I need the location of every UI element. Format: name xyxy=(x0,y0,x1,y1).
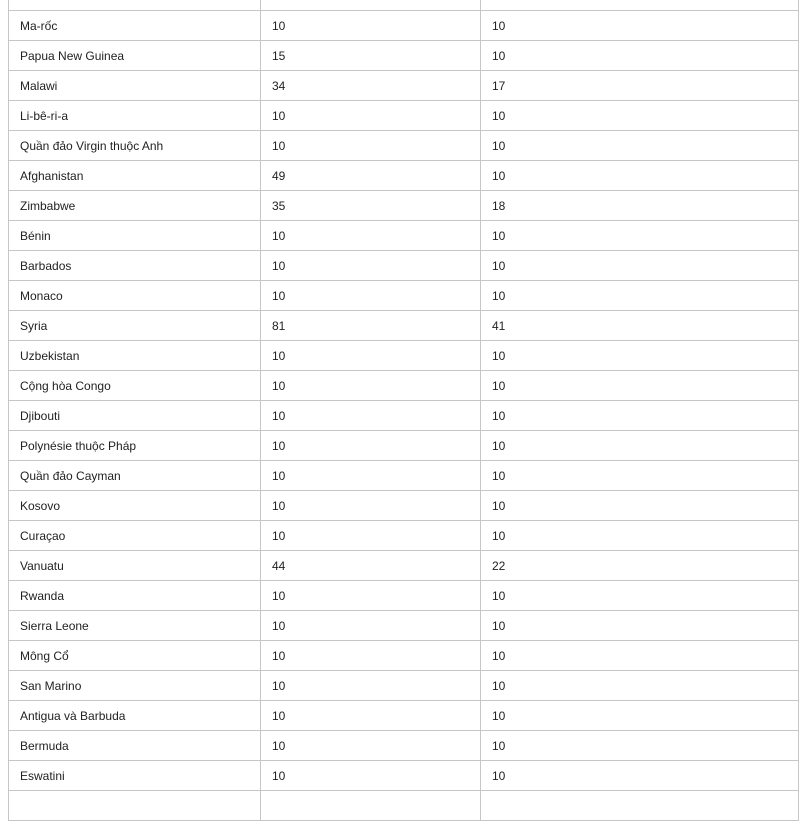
country-cell: Eswatini xyxy=(9,761,261,791)
value-cell-1: 10 xyxy=(261,131,481,161)
value-cell-1: 10 xyxy=(261,221,481,251)
table-row xyxy=(9,191,799,221)
value-cell-2: 10 xyxy=(481,731,799,761)
table-row xyxy=(9,131,799,161)
country-cell: San Marino xyxy=(9,671,261,701)
country-cell: Zimbabwe xyxy=(9,191,261,221)
table-row xyxy=(9,731,799,761)
table-row xyxy=(9,461,799,491)
value-cell-2: 17 xyxy=(481,71,799,101)
value-cell-2: 10 xyxy=(481,401,799,431)
table-row xyxy=(9,341,799,371)
table-row xyxy=(9,791,799,821)
data-table-container xyxy=(8,0,798,821)
table-row xyxy=(9,0,799,11)
country-cell xyxy=(9,791,261,821)
value-cell-2: 10 xyxy=(481,761,799,791)
value-cell-2: 10 xyxy=(481,491,799,521)
value-cell-2: 10 xyxy=(481,671,799,701)
table-row xyxy=(9,701,799,731)
country-cell xyxy=(9,0,261,11)
value-cell-1: 10 xyxy=(261,491,481,521)
value-cell-1: 10 xyxy=(261,431,481,461)
country-cell: Syria xyxy=(9,311,261,341)
value-cell-2: 10 xyxy=(481,11,799,41)
value-cell-1: 81 xyxy=(261,311,481,341)
country-cell: Sierra Leone xyxy=(9,611,261,641)
value-cell-2: 10 xyxy=(481,461,799,491)
value-cell-1: 44 xyxy=(261,551,481,581)
value-cell-1: 10 xyxy=(261,461,481,491)
country-cell: Barbados xyxy=(9,251,261,281)
value-cell-1: 35 xyxy=(261,191,481,221)
table-row xyxy=(9,581,799,611)
table-row xyxy=(9,221,799,251)
value-cell-2: 10 xyxy=(481,701,799,731)
country-cell: Curaçao xyxy=(9,521,261,551)
value-cell-1: 10 xyxy=(261,671,481,701)
table-row xyxy=(9,11,799,41)
value-cell-1: 10 xyxy=(261,251,481,281)
value-cell-2: 10 xyxy=(481,41,799,71)
value-cell-2: 10 xyxy=(481,641,799,671)
country-cell: Mông Cổ xyxy=(9,641,261,671)
country-cell: Ma-rốc xyxy=(9,11,261,41)
table-row xyxy=(9,761,799,791)
country-cell: Bénin xyxy=(9,221,261,251)
value-cell-1: 10 xyxy=(261,11,481,41)
value-cell-2: 10 xyxy=(481,371,799,401)
country-cell: Malawi xyxy=(9,71,261,101)
country-cell: Afghanistan xyxy=(9,161,261,191)
table-row xyxy=(9,41,799,71)
value-cell-2: 10 xyxy=(481,221,799,251)
data-table xyxy=(8,0,799,821)
value-cell-2 xyxy=(481,791,799,821)
country-cell: Quần đảo Virgin thuộc Anh xyxy=(9,131,261,161)
value-cell-2: 10 xyxy=(481,611,799,641)
table-row xyxy=(9,551,799,581)
table-row xyxy=(9,641,799,671)
country-cell: Polynésie thuộc Pháp xyxy=(9,431,261,461)
value-cell-1: 10 xyxy=(261,581,481,611)
value-cell-1: 34 xyxy=(261,71,481,101)
value-cell-2: 10 xyxy=(481,341,799,371)
table-row xyxy=(9,491,799,521)
country-cell: Cộng hòa Congo xyxy=(9,371,261,401)
value-cell-2: 10 xyxy=(481,281,799,311)
table-row xyxy=(9,251,799,281)
table-row xyxy=(9,671,799,701)
country-cell: Quần đảo Cayman xyxy=(9,461,261,491)
country-cell: Vanuatu xyxy=(9,551,261,581)
table-row xyxy=(9,161,799,191)
table-row xyxy=(9,431,799,461)
country-cell: Bermuda xyxy=(9,731,261,761)
table-row xyxy=(9,101,799,131)
value-cell-1: 10 xyxy=(261,641,481,671)
value-cell-1 xyxy=(261,791,481,821)
value-cell-2: 10 xyxy=(481,131,799,161)
value-cell-1: 10 xyxy=(261,731,481,761)
value-cell-2: 10 xyxy=(481,251,799,281)
value-cell-1: 10 xyxy=(261,761,481,791)
table-body xyxy=(9,0,799,821)
table-row xyxy=(9,521,799,551)
country-cell: Monaco xyxy=(9,281,261,311)
country-cell: Uzbekistan xyxy=(9,341,261,371)
country-cell: Djibouti xyxy=(9,401,261,431)
value-cell-1: 49 xyxy=(261,161,481,191)
value-cell-2 xyxy=(481,0,799,11)
value-cell-1: 15 xyxy=(261,41,481,71)
country-cell: Rwanda xyxy=(9,581,261,611)
value-cell-1: 10 xyxy=(261,521,481,551)
country-cell: Kosovo xyxy=(9,491,261,521)
value-cell-2: 10 xyxy=(481,161,799,191)
value-cell-2: 18 xyxy=(481,191,799,221)
value-cell-2: 10 xyxy=(481,101,799,131)
value-cell-1: 10 xyxy=(261,701,481,731)
table-row xyxy=(9,71,799,101)
value-cell-1: 10 xyxy=(261,401,481,431)
value-cell-1: 10 xyxy=(261,371,481,401)
value-cell-2: 41 xyxy=(481,311,799,341)
table-row xyxy=(9,611,799,641)
value-cell-2: 10 xyxy=(481,431,799,461)
country-cell: Papua New Guinea xyxy=(9,41,261,71)
value-cell-2: 22 xyxy=(481,551,799,581)
table-row xyxy=(9,371,799,401)
value-cell-1: 10 xyxy=(261,611,481,641)
value-cell-2: 10 xyxy=(481,581,799,611)
value-cell-1 xyxy=(261,0,481,11)
table-row xyxy=(9,401,799,431)
value-cell-1: 10 xyxy=(261,281,481,311)
value-cell-1: 10 xyxy=(261,101,481,131)
country-cell: Li-bê-ri-a xyxy=(9,101,261,131)
value-cell-2: 10 xyxy=(481,521,799,551)
value-cell-1: 10 xyxy=(261,341,481,371)
table-row xyxy=(9,281,799,311)
table-row xyxy=(9,311,799,341)
country-cell: Antigua và Barbuda xyxy=(9,701,261,731)
